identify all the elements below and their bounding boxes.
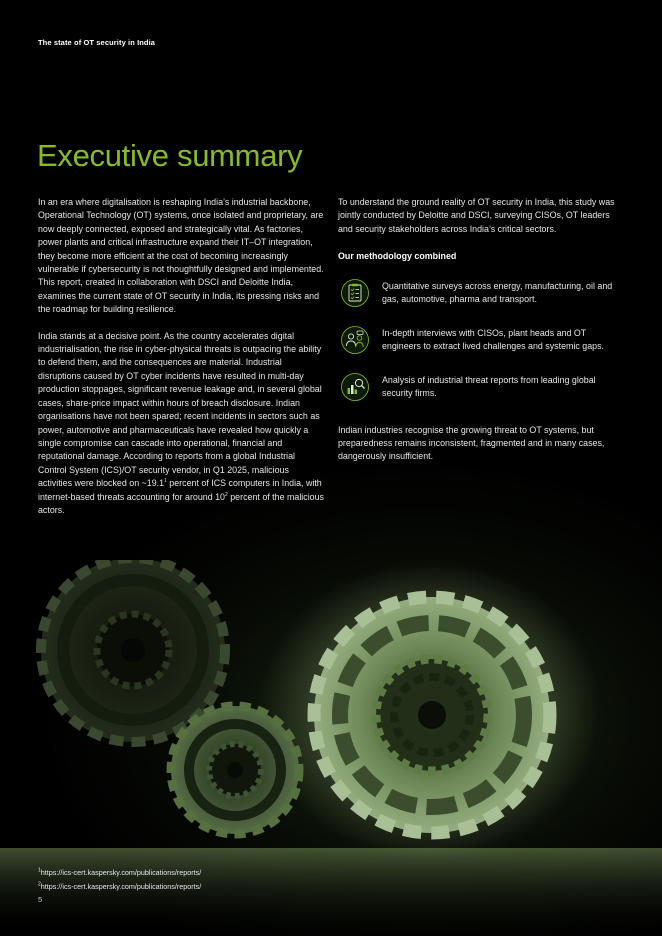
footnote-marker-1: 1 xyxy=(38,867,41,874)
gear-middle xyxy=(171,706,299,834)
context-text-part-1: India stands at a decisive point. As the country accelerates digital industrialisation, the rise in cyber-physical threats is outpacing the ability to defend them, and the consequences are material. Industrial disruptions caused by OT cyber incidents have resulted in multi-day production stoppages, significant revenue leakage and, in several global cases, share-price impact within hours of breach disclosure. Indian organisations have not been spared; recent incidents in sectors such as power, automotive and pharmaceuticals have revealed how quickly a single compromise can cascade into operational, financial and reputational damage. According to reports from a global Industrial Control System (ICS)/OT security vendor, in Q1 2025, malicious activities were blocked on ~19.1 xyxy=(38,330,322,489)
footnotes xyxy=(38,866,201,893)
methodology-item-surveys xyxy=(338,278,626,308)
methodology-list xyxy=(338,278,626,402)
methodology-item-threat-reports xyxy=(338,372,626,402)
footnote-ref-2[interactable]: 2 xyxy=(225,491,228,498)
footnote-link-1[interactable]: https://ics-cert.kaspersky.com/publications/reports/ xyxy=(40,868,202,877)
footnote-1 xyxy=(38,866,201,880)
footnote-marker-2: 2 xyxy=(38,881,41,888)
right-column xyxy=(338,196,626,464)
closing-paragraph: Indian industries recognise the growing threat to OT systems, but preparedness remains inconsistent, fragmented and in many cases, dangerously insufficient. xyxy=(338,424,605,462)
running-header: The state of OT security in India xyxy=(38,38,156,47)
interview-people-icon xyxy=(338,325,372,355)
gear-large xyxy=(314,597,550,833)
threat-analysis-icon xyxy=(338,372,372,402)
methodology-text-threat-reports: Analysis of industrial threat reports from leading global security firms. xyxy=(382,374,596,399)
left-column xyxy=(38,196,324,530)
methodology-text-interviews: In-depth interviews with CISOs, plant heads and OT engineers to extract lived challenges and systemic gaps. xyxy=(382,327,604,352)
intro-paragraph: In an era where digitalisation is reshaping India’s industrial backbone, Operational Technology (OT) systems, once isolated and proprietary, are now deeply connected, exposed and strategically vital. As factories, power plants and critical infrastructure expand their IT–OT integration, they become more efficient at the cost of becoming increasingly vulnerable if cybersecurity is not thoughtfully designed and implemented. This report, created in collaboration with DSCI and Deloitte India, examines the current state of OT security in India, its pressing risks and the roadmap for building resilience. xyxy=(38,197,324,315)
methodology-text-surveys: Quantitative surveys across energy, manufacturing, oil and gas, automotive, pharma and transport. xyxy=(382,280,613,305)
footnote-ref-1[interactable]: 1 xyxy=(164,478,167,485)
survey-checklist-icon xyxy=(338,278,372,308)
context-text-part-3: percent of the malicious actors. xyxy=(38,491,324,515)
footnote-link-2[interactable]: https://ics-cert.kaspersky.com/publications/reports/ xyxy=(40,881,202,891)
context-paragraph xyxy=(38,330,324,518)
context-text-part-2: percent of ICS computers in India, with internet-based threats accounting for around 10 xyxy=(38,478,322,502)
page-number: 5 xyxy=(38,895,43,904)
methodology-heading: Our methodology combined xyxy=(338,251,457,262)
study-intro: To understand the ground reality of OT security in India, this study was jointly conducted by Deloitte and DSCI, surveying CISOs, OT leaders and security stakeholders across India’s critical sectors. xyxy=(338,197,615,234)
page-title: Executive summary xyxy=(37,138,303,173)
methodology-item-interviews xyxy=(338,325,626,355)
footnote-2 xyxy=(38,880,201,894)
